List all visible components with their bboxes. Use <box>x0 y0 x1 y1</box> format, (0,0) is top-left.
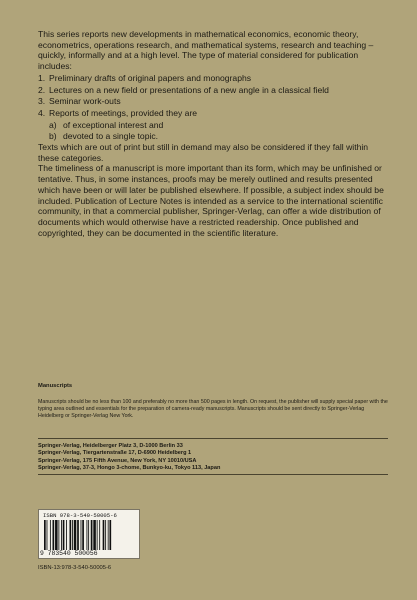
list-item <box>49 120 386 131</box>
barcode-bar <box>97 520 98 550</box>
address-line: Springer-Verlag, Tiergartenstraße 17, D-6900 Heidelberg 1 <box>38 450 192 457</box>
barcode-isbn-text: ISBN 978-3-540-50005-6 <box>43 512 117 519</box>
address-line: Springer-Verlag, 175 Fifth Avenue, New York, NY 10010/USA <box>38 457 197 464</box>
address-line: Springer-Verlag, Heidelberger Platz 3, D-1000 Berlin 33 <box>38 443 183 449</box>
barcode-bar <box>47 520 48 550</box>
list-text: devoted to a single topic. <box>63 131 159 142</box>
list-number: 4. <box>38 107 46 118</box>
list-item <box>38 85 386 96</box>
barcode-bar <box>66 520 67 550</box>
manuscripts-body: Manuscripts should be no less than 100 and preferably no more than 500 pages in length. On request, the publisher will supply special paper with the typing area outlined and essentials for the preparation of camera-ready manuscripts. Manuscripts should be sent directly to Springer-Verlag Heidelberg or Springer-Verlag New York. <box>38 399 388 419</box>
barcode-bar <box>81 520 82 550</box>
barcode-bar <box>91 520 93 550</box>
list-item <box>49 131 386 142</box>
barcode-bar <box>55 520 58 550</box>
barcode-digits: 9 783540 500056 <box>40 550 98 557</box>
list-text: Reports of meetings, provided they are <box>49 107 198 118</box>
publication-types-list <box>38 73 386 142</box>
list-item <box>38 73 386 84</box>
barcode-bar <box>58 520 59 550</box>
list-text: Seminar work-outs <box>49 96 121 107</box>
meeting-conditions-list <box>49 120 386 142</box>
back-cover-text <box>38 29 386 238</box>
list-number: 1. <box>38 72 46 83</box>
barcode-bar <box>63 520 65 550</box>
list-number: 2. <box>38 84 46 95</box>
publisher-addresses <box>38 443 388 473</box>
list-letter: b) <box>49 131 57 142</box>
barcode-bar <box>74 520 77 550</box>
barcode-bar <box>88 520 89 550</box>
list-letter: a) <box>49 119 57 130</box>
series-description: This series reports new developments in mathematical economics, economic theory, econometrics, operations research, and mathematical systems, research and teaching – quickly, informally and at a high level. The type of material considered for publication includes: <box>38 29 374 72</box>
barcode-bar <box>109 520 111 550</box>
barcode-bar <box>70 520 72 550</box>
barcode-bar <box>105 520 106 550</box>
isbn13-label: ISBN-13:978-3-540-50005-6 <box>38 565 112 571</box>
divider <box>38 438 388 439</box>
barcode-bars <box>43 520 135 550</box>
manuscripts-heading: Manuscripts <box>38 383 73 389</box>
out-of-print-note: Texts which are out of print but still in demand may also be considered if they fall within these categories. <box>38 142 369 163</box>
address-line: Springer-Verlag, 37-3, Hongo 3-chome, Bunkyo-ku, Tokyo 113, Japan <box>38 465 221 472</box>
divider <box>38 474 388 475</box>
manuscripts-section <box>38 382 388 419</box>
list-text: Preliminary drafts of original papers and monographs <box>49 72 252 83</box>
list-text: of exceptional interest and <box>63 119 164 130</box>
barcode-bar <box>93 520 96 550</box>
barcode-bar <box>103 520 105 550</box>
timeliness-note: The timeliness of a manuscript is more important than its form, which may be unfinished or tentative. Thus, in some instances, proofs may be merely outlined and results presented which have been or will later be published elsewhere. If possible, a subject index should be included. Publication of Lecture Notes is intended as a service to the international scientific community, in that a commercial publisher, Springer-Verlag, can offer a wide distribution of documents which would otherwise have a restricted readership. Once published and copyrighted, they can be documented in the scientific literature. <box>38 163 384 238</box>
barcode-bar <box>82 520 84 550</box>
barcode-bar <box>108 520 109 550</box>
barcode-bar <box>50 520 51 550</box>
list-item <box>38 108 386 119</box>
list-text: Lectures on a new field or presentations of a new angle in a classical field <box>49 84 329 95</box>
barcode-bar <box>87 520 88 550</box>
barcode-bar <box>61 520 62 550</box>
barcode-bar <box>99 520 100 550</box>
list-item <box>38 96 386 107</box>
barcode-bar <box>72 520 73 550</box>
barcode-bar <box>44 520 46 550</box>
barcode-bar <box>77 520 79 550</box>
isbn-barcode <box>38 509 140 559</box>
list-number: 3. <box>38 96 46 107</box>
barcode-bar <box>53 520 55 550</box>
